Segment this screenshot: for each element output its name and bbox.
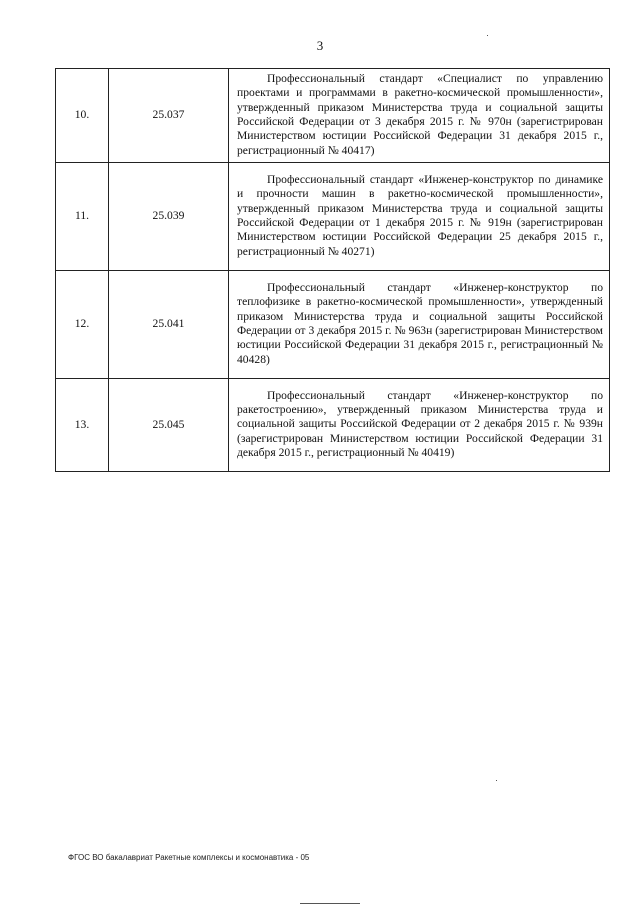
scan-speck: [496, 780, 497, 781]
standard-description: Профессиональный стандарт «Специалист по управлению проектами и программами в ракетно-космической промышленности», утвержденный приказом Министерства труда и социальной защиты Российской Федерации от 3 декабря 2015 г. № 970н (зарегистрирован Министерством юстиции Российской Федерации 31 декабря 2015 г., регистрационный № 40417): [237, 72, 603, 157]
standards-table: [55, 68, 610, 472]
standard-code: 25.037: [109, 69, 229, 163]
document-footer: ФГОС ВО бакалавриат Ракетные комплексы и космонавтика - 05: [68, 853, 310, 862]
standard-code: 25.045: [109, 379, 229, 472]
standard-code: 25.039: [109, 163, 229, 271]
scan-speck: [487, 35, 488, 36]
standard-description: Профессиональный стандарт «Инженер-конструктор по ракетостроению», утвержденный приказом Министерства труда и социальной защиты Российской Федерации от 2 декабря 2015 г. № 939н (зарегистрирован Министерством юстиции Российской Федерации 31 декабря 2015 г., регистрационный № 40419): [237, 388, 603, 459]
table-row: [56, 379, 610, 472]
scan-speck: [300, 903, 360, 904]
standard-description: Профессиональный стандарт «Инженер-конструктор по теплофизике в ракетно-космической промышленности», утвержденный приказом Министерства труда и социальной защиты Российской Федерации от 3 декабря 2015 г. № 963н (зарегистрирован Министерством юстиции Российской Федерации 31 декабря 2015 г., регистрационный № 40428): [237, 281, 603, 366]
standard-code: 25.041: [109, 271, 229, 379]
table-row: [56, 163, 610, 271]
page-number: 3: [316, 38, 324, 53]
standard-description-cell: [229, 163, 610, 271]
row-number: 10.: [56, 69, 109, 163]
standard-description: Профессиональный стандарт «Инженер-конструктор по динамике и прочности машин в ракетно-космической промышленности», утвержденный приказом Министерства труда и социальной защиты Российской Федерации от 1 декабря 2015 г. № 919н (зарегистрирован Министерством юстиции Российской Федерации 25 декабря 2015 г., регистрационный № 40271): [237, 173, 603, 258]
table-row: [56, 69, 610, 163]
standard-description-cell: [229, 271, 610, 379]
row-number: 11.: [56, 163, 109, 271]
row-number: 12.: [56, 271, 109, 379]
table-row: [56, 271, 610, 379]
row-number: 13.: [56, 379, 109, 472]
standard-description-cell: [229, 379, 610, 472]
standard-description-cell: [229, 69, 610, 163]
